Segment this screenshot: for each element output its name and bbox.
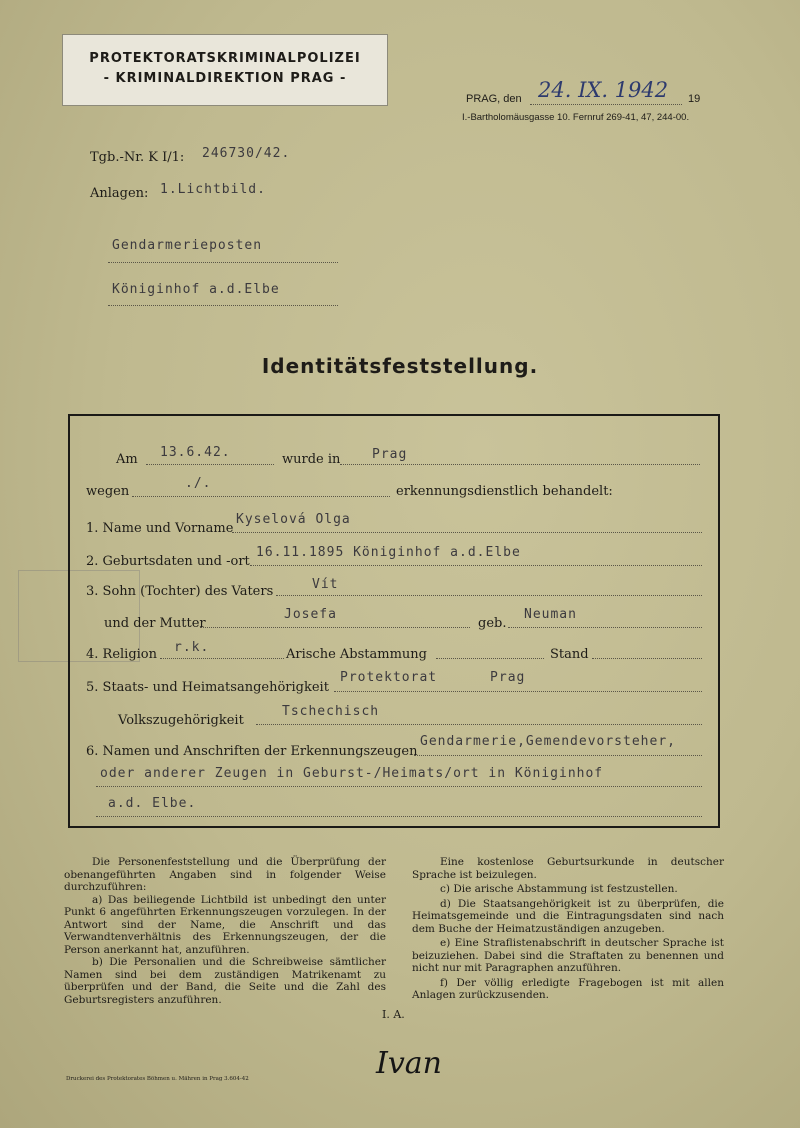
geb-label: geb.: [478, 616, 507, 631]
instr-right-e: e) Eine Straflistenabschrift in deutscher Sprache ist beizuziehen. Dabei sind die Straftaten zu benennen und nicht nur mit Paragraphen anzuführen.: [412, 937, 724, 974]
mutter-rule: [200, 627, 470, 628]
signature: Ivan: [376, 1046, 443, 1081]
instr-right-f: f) Der völlig erledigte Fragebogen ist mit allen Anlagen zurückzusenden.: [412, 976, 724, 1001]
office-address: I.-Bartholomäusgasse 10. Fernruf 269-41, 47, 244-00.: [462, 112, 690, 123]
wurde-label: wurde in: [282, 452, 341, 467]
vater-label: 3. Sohn (Tochter) des Vaters: [86, 584, 274, 599]
volk-rule: [256, 724, 702, 725]
volk-label: Volkszugehörigkeit: [118, 713, 244, 728]
instr-right-intro: Eine kostenlose Geburtsurkunde in deutscher Sprache ist beizulegen.: [412, 856, 724, 881]
tgb-value: 246730/42.: [202, 146, 291, 161]
date-handwritten: 24. IX. 1942: [538, 78, 669, 102]
mutter-label: und der Mutter: [104, 616, 206, 631]
recipient-line-2: Königinhof a.d.Elbe: [112, 282, 280, 297]
zeugen-rule-3: [96, 816, 702, 817]
stand-rule: [592, 658, 702, 659]
recipient-rule-2: [108, 305, 338, 306]
arische-label: Arische Abstammung: [286, 647, 427, 662]
volk-value: Tschechisch: [282, 704, 380, 719]
anlagen-value: 1.Lichtbild.: [160, 182, 266, 197]
am-label: Am: [116, 452, 138, 467]
geburt-rule: [250, 565, 702, 566]
religion-value: r.k.: [174, 640, 210, 655]
zeugen-value-2: oder anderer Zeugen in Geburst-/Heimats/ort in Königinhof: [100, 766, 604, 781]
religion-label: 4. Religion: [86, 647, 158, 662]
am-value: 13.6.42.: [160, 445, 231, 460]
name-value: Kyselová Olga: [236, 512, 351, 527]
wurde-value: Prag: [372, 447, 408, 462]
stand-label: Stand: [550, 647, 589, 662]
zeugen-rule-2: [96, 786, 702, 787]
geburt-value: 16.11.1895 Königinhof a.d.Elbe: [256, 545, 521, 560]
mutter-value: Josefa: [284, 607, 337, 622]
wurde-rule: [340, 464, 700, 465]
staats-rule: [334, 691, 702, 692]
recipient-line-1: Gendarmerieposten: [112, 238, 263, 253]
anlagen-label: Anlagen:: [90, 186, 149, 201]
behandelt-label: erkennungsdienstlich behandelt:: [396, 484, 613, 499]
instr-left-a: a) Das beiliegende Lichtbild ist unbedingt den unter Punkt 6 angeführten Erkennungszeugen vorzulegen. In der Antwort sind der Name, die Anschrift und das Verwandtenverhältnis des Erkennungszeugen, der die Person anerkannt hat, anzuführen.: [64, 893, 386, 956]
staats-value: Protektorat Prag: [340, 670, 526, 685]
tgb-label: Tgb.-Nr. K I/1:: [90, 150, 185, 165]
zeugen-value-1: Gendarmerie,Gemendevorsteher,: [420, 734, 676, 749]
am-rule: [146, 464, 274, 465]
label-line-1: PROTEKTORATSKRIMINALPOLIZEI: [89, 51, 361, 66]
page-title: Identitätsfeststellung.: [261, 354, 539, 378]
printer-imprint: Druckerei des Protektorates Böhmen u. Mähren in Prag 3.604-42: [66, 1076, 249, 1082]
instr-left-intro: Die Personenfeststellung und die Überprüfung der obenangeführten Angaben sind in folgender Weise durchzuführen:: [64, 856, 386, 893]
name-label: 1. Name und Vorname: [86, 521, 234, 536]
department-label: [62, 34, 388, 106]
ia-label: I. A.: [382, 1008, 405, 1021]
instr-right-d: d) Die Staatsangehörigkeit ist zu überprüfen, die Heimatsgemeinde und die Eintragungsdaten sind nach dem Buche der Heimatzuständigen anzugeben.: [412, 897, 724, 935]
label-line-2: - KRIMINALDIREKTION PRAG -: [103, 71, 347, 86]
wegen-label: wegen: [86, 484, 130, 499]
religion-rule: [160, 658, 284, 659]
staats-label: 5. Staats- und Heimatsangehörigkeit: [86, 680, 329, 695]
name-rule: [232, 532, 702, 533]
year-suffix: 19: [688, 93, 701, 105]
geburt-label: 2. Geburtsdaten und -ort: [86, 554, 250, 569]
vater-value: Vít: [312, 577, 339, 592]
instructions-left: [64, 856, 386, 1006]
geb-rule: [508, 627, 702, 628]
instr-right-c: c) Die arische Abstammung ist festzustellen.: [440, 883, 678, 895]
date-line: [530, 104, 682, 105]
instructions-right: [412, 856, 724, 1002]
zeugen-rule-1: [414, 755, 702, 756]
arische-rule: [436, 658, 544, 659]
place-prefix: PRAG, den: [466, 93, 522, 105]
wegen-rule: [132, 496, 390, 497]
wegen-value: ./.: [185, 476, 212, 491]
vater-rule: [276, 595, 702, 596]
instr-left-b: b) Die Personalien und die Schreibweise sämtlicher Namen sind bei dem zuständigen Matrikenamt zu überprüfen und der Band, die Seite und die Zahl des Geburtsregisters anzuführen.: [64, 956, 386, 1006]
zeugen-label: 6. Namen und Anschriften der Erkennungszeugen: [86, 744, 418, 759]
recipient-rule-1: [108, 262, 338, 263]
geb-value: Neuman: [524, 607, 577, 622]
zeugen-value-3: a.d. Elbe.: [108, 796, 197, 811]
